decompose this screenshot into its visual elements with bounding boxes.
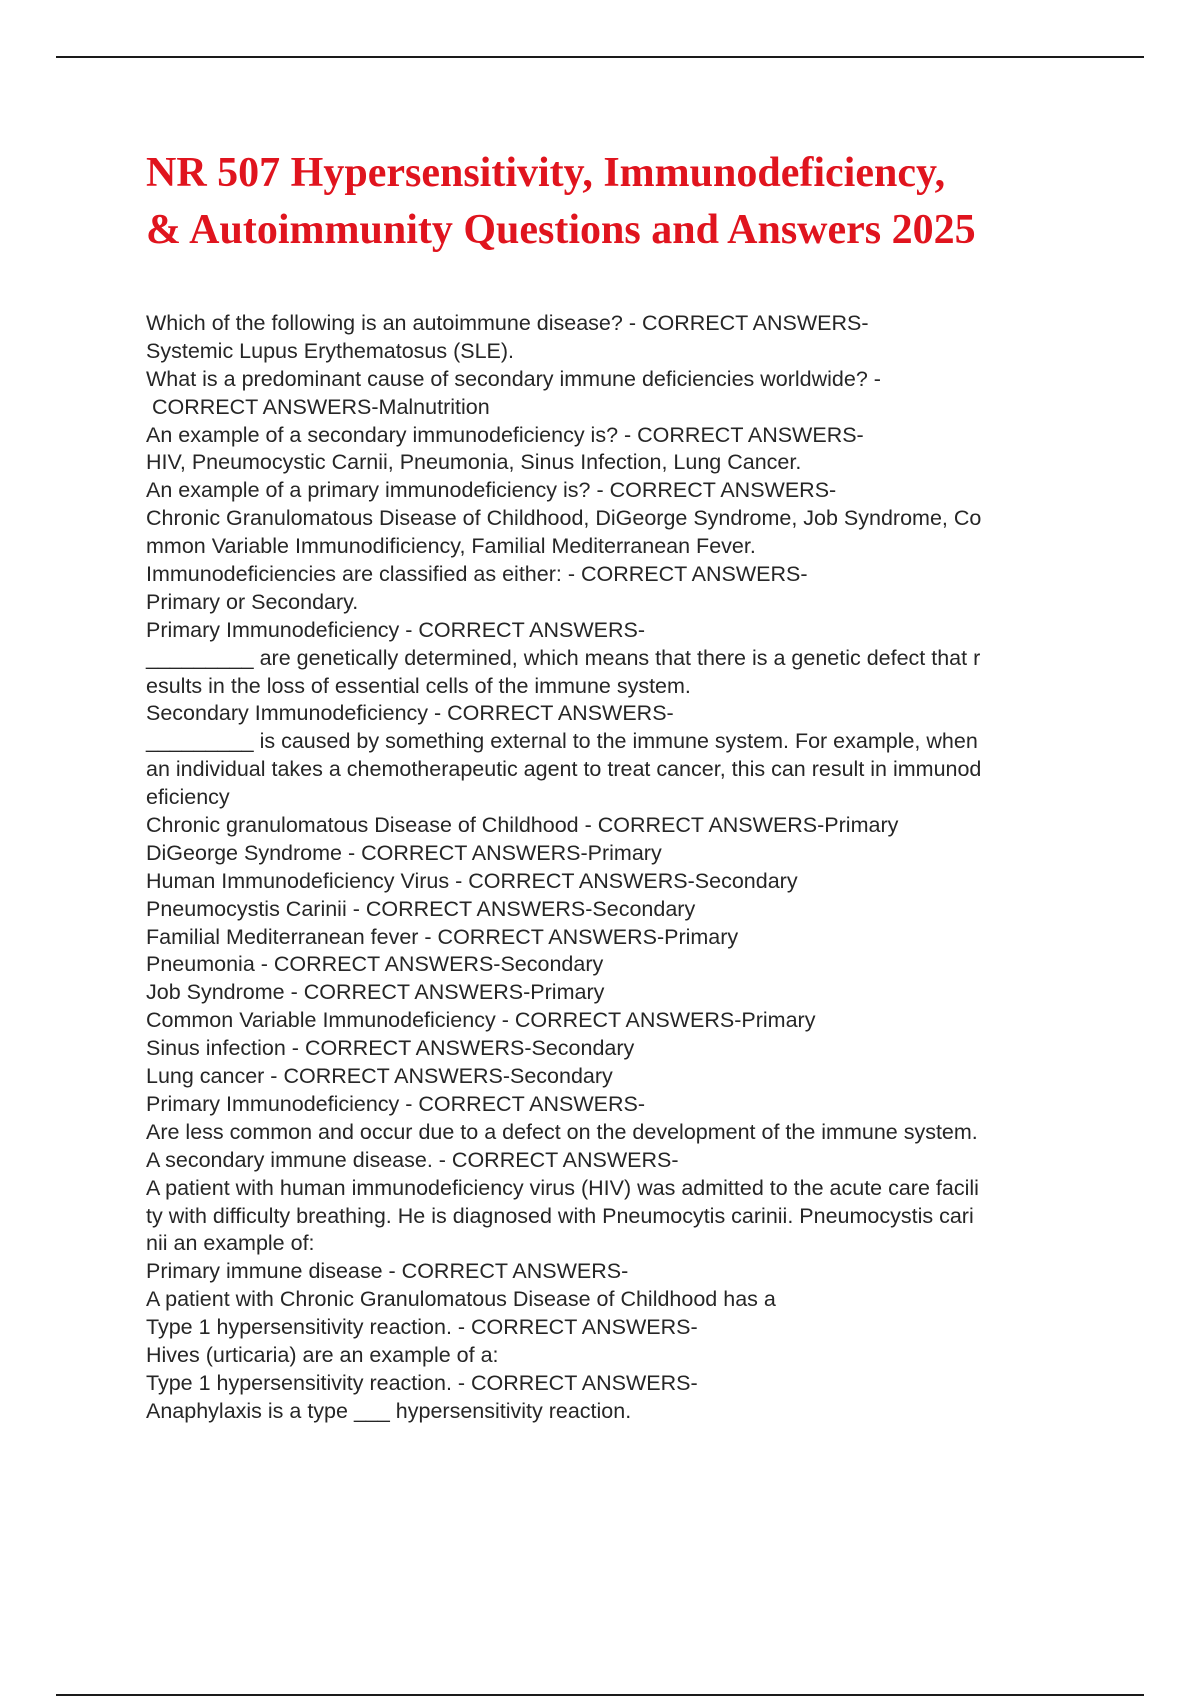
- body-line: CORRECT ANSWERS-Malnutrition: [146, 394, 490, 419]
- body-line: Pneumonia - CORRECT ANSWERS-Secondary: [146, 952, 604, 977]
- body-line: Chronic Granulomatous Disease of Childhood, DiGeorge Syndrome, Job Syndrome, Co: [146, 506, 982, 531]
- body-line: Chronic granulomatous Disease of Childhood - CORRECT ANSWERS-Primary: [146, 813, 899, 838]
- qa-body: [146, 310, 1106, 1426]
- body-line: What is a predominant cause of secondary immune deficiencies worldwide? -: [146, 366, 881, 391]
- body-line: A secondary immune disease. - CORRECT ANSWERS-: [146, 1147, 679, 1172]
- body-line: eficiency: [146, 785, 230, 810]
- body-line: _________ is caused by something external to the immune system. For example, when: [146, 729, 978, 754]
- body-line: Which of the following is an autoimmune disease? - CORRECT ANSWERS-: [146, 311, 869, 335]
- body-line: Primary Immunodeficiency - CORRECT ANSWERS-: [146, 1091, 645, 1116]
- body-line: Type 1 hypersensitivity reaction. - CORRECT ANSWERS-: [146, 1370, 698, 1395]
- footer-rule: [56, 1694, 1144, 1696]
- body-line: HIV, Pneumocystic Carnii, Pneumonia, Sinus Infection, Lung Cancer.: [146, 450, 802, 475]
- body-line: Anaphylaxis is a type ___ hypersensitivity reaction.: [146, 1398, 632, 1423]
- body-line: A patient with human immunodeficiency virus (HIV) was admitted to the acute care facili: [146, 1175, 979, 1200]
- body-line: DiGeorge Syndrome - CORRECT ANSWERS-Primary: [146, 840, 662, 865]
- body-line: Sinus infection - CORRECT ANSWERS-Secondary: [146, 1036, 635, 1061]
- body-line: mmon Variable Immunodificiency, Familial Mediterranean Fever.: [146, 534, 756, 559]
- body-line: an individual takes a chemotherapeutic agent to treat cancer, this can result in immunod: [146, 757, 982, 782]
- body-line: Common Variable Immunodeficiency - CORRECT ANSWERS-Primary: [146, 1008, 816, 1033]
- body-line: Primary Immunodeficiency - CORRECT ANSWERS-: [146, 617, 645, 642]
- body-line: nii an example of:: [146, 1231, 315, 1256]
- body-line: Hives (urticaria) are an example of a:: [146, 1342, 499, 1367]
- body-line: Lung cancer - CORRECT ANSWERS-Secondary: [146, 1064, 613, 1089]
- body-line: Systemic Lupus Erythematosus (SLE).: [146, 338, 515, 363]
- body-line: Familial Mediterranean fever - CORRECT ANSWERS-Primary: [146, 924, 739, 949]
- body-line: Job Syndrome - CORRECT ANSWERS-Primary: [146, 980, 605, 1005]
- body-line: Primary or Secondary.: [146, 589, 359, 614]
- body-line: Primary immune disease - CORRECT ANSWERS-: [146, 1259, 629, 1284]
- body-line: An example of a secondary immunodeficiency is? - CORRECT ANSWERS-: [146, 422, 864, 447]
- body-line: Type 1 hypersensitivity reaction. - CORRECT ANSWERS-: [146, 1315, 698, 1340]
- title-line-1: NR 507 Hypersensitivity, Immunodeficiency,: [146, 150, 946, 196]
- body-line: ty with difficulty breathing. He is diagnosed with Pneumocytis carinii. Pneumocystis cari: [146, 1203, 974, 1228]
- body-line: Pneumocystis Carinii - CORRECT ANSWERS-Secondary: [146, 896, 696, 921]
- body-line: An example of a primary immunodeficiency is? - CORRECT ANSWERS-: [146, 478, 837, 503]
- body-line: A patient with Chronic Granulomatous Disease of Childhood has a: [146, 1287, 776, 1312]
- title-line-2: & Autoimmunity Questions and Answers 2025: [146, 207, 976, 253]
- body-line: Secondary Immunodeficiency - CORRECT ANSWERS-: [146, 701, 674, 726]
- body-line: esults in the loss of essential cells of the immune system.: [146, 673, 691, 698]
- body-line: Human Immunodeficiency Virus - CORRECT ANSWERS-Secondary: [146, 868, 798, 893]
- body-line: Are less common and occur due to a defect on the development of the immune system.: [146, 1119, 978, 1144]
- body-line: _________ are genetically determined, which means that there is a genetic defect that r: [146, 645, 981, 670]
- header-rule: [56, 56, 1144, 58]
- body-line: Immunodeficiencies are classified as either: - CORRECT ANSWERS-: [146, 562, 808, 587]
- page-title: [146, 145, 1146, 259]
